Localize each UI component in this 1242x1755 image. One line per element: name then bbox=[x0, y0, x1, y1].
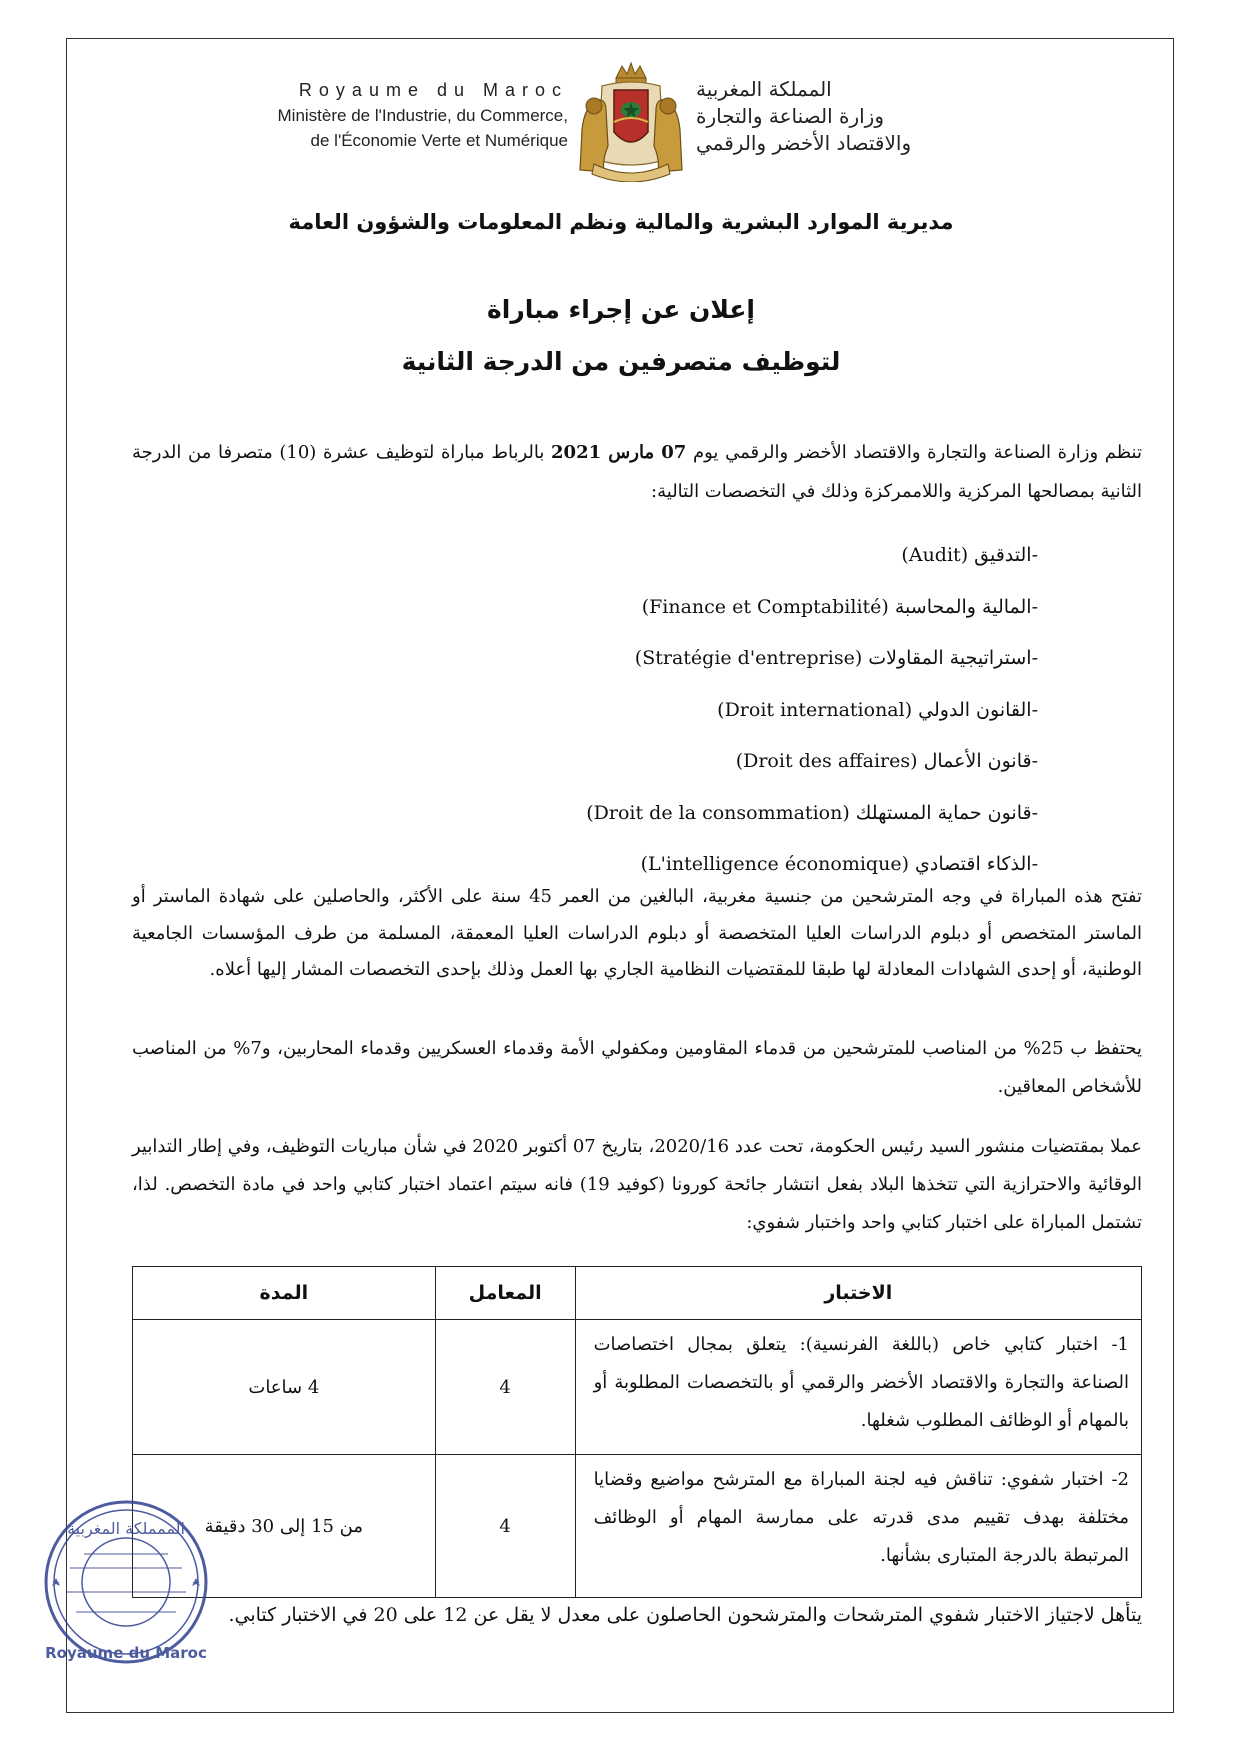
test-description: 2- اختبار شفوي: تناقش فيه لجنة المباراة مع المترشح مواضيع وقضايا مختلفة بهدف تقييم مدى قدرته على ممارسة المهام أو الوظائف المرتبطة بالدرجة المتبارى بشأنها. bbox=[575, 1455, 1141, 1598]
quota-paragraph: يحتفظ ب 25% من المناصب للمترشحين من قدماء المقاومين ومكفولي الأمة وقدماء العسكريين وقدماء المحاربين، و7% من المناصب للأشخاص المعاقين. bbox=[132, 1038, 1142, 1097]
svg-text:الممملكة المغربية: الممملكة المغربية bbox=[67, 1519, 185, 1538]
specialties-list bbox=[500, 535, 1038, 896]
intro-paragraph bbox=[132, 433, 1142, 511]
header-test: الاختبار bbox=[575, 1267, 1141, 1320]
specialty-item: -قانون حماية المستهلك (Droit de la consommation) bbox=[586, 801, 1038, 824]
test-duration: 4 ساعات bbox=[133, 1320, 436, 1455]
test-description: 1- اختبار كتابي خاص (باللغة الفرنسية): يتعلق بمجال اختصاصات الصناعة والتجارة والاقتصاد الأخضر والرقمي أو بالتخصصات المطلوبة أو بالمهام أو الوظائف المطلوب شغلها. bbox=[575, 1320, 1141, 1455]
exam-table bbox=[132, 1266, 1142, 1598]
header-coefficient: المعامل bbox=[435, 1267, 575, 1320]
header-fr-ministry: Ministère de l'Industrie, du Commerce, bbox=[277, 106, 568, 125]
svg-text:Royaume du Maroc: Royaume du Maroc bbox=[45, 1644, 207, 1662]
header-fr-kingdom: Royaume du Maroc bbox=[298, 80, 568, 100]
specialty-item: -القانون الدولي (Droit international) bbox=[717, 698, 1038, 721]
eligibility-paragraph: تفتح هذه المباراة في وجه المترشحين من جنسية مغربية، البالغين من العمر 45 سنة على الأكثر، والحاصلين على شهادة الماستر أو الماستر المتخصص أو دبلوم الدراسات العليا المتخصصة أو دبلوم الدراسات العليا المعمقة، المسلمة من طرف المؤسسات الجامعية الوطنية، أو إحدى الشهادات المعادلة لها طبقا للمقتضيات النظامية الجاري بها العمل وذلك بإحدى التخصصات المشار إليها أعلاه. bbox=[132, 886, 1142, 980]
specialty-item: -المالية والمحاسبة (Finance et Comptabilité) bbox=[641, 595, 1038, 618]
header-ar-ministry: وزارة الصناعة والتجارة bbox=[696, 104, 884, 128]
specialty-item: -التدقيق (Audit) bbox=[901, 544, 1038, 566]
specialty-item: -استراتيجية المقاولات (Stratégie d'entreprise) bbox=[634, 647, 1038, 669]
test-coefficient: 4 bbox=[435, 1455, 575, 1598]
test-duration: من 15 إلى 30 دقيقة bbox=[133, 1455, 436, 1598]
test-coefficient: 4 bbox=[435, 1320, 575, 1455]
royal-coat-of-arms-icon bbox=[572, 60, 690, 182]
specialty-item: -قانون الأعمال (Droit des affaires) bbox=[735, 750, 1038, 772]
header-fr-ministry-2: de l'Économie Verte et Numérique bbox=[310, 131, 568, 150]
oral-qualification-note: يتأهل لاجتياز الاختبار شفوي المترشحات والمترشحون الحاصلون على معدل لا يقل عن 12 على 20 في الاختبار كتابي. bbox=[228, 1604, 1142, 1626]
table-row bbox=[133, 1320, 1142, 1455]
official-stamp-icon bbox=[40, 1494, 212, 1670]
title-line-1: إعلان عن إجراء مباراة bbox=[487, 295, 755, 324]
exam-date: 07 مارس 2021 bbox=[551, 442, 687, 463]
title-line-2: لتوظيف متصرفين من الدرجة الثانية bbox=[401, 347, 841, 376]
directorate-heading: مديرية الموارد البشرية والمالية ونظم المعلومات والشؤون العامة bbox=[288, 210, 954, 234]
header-ar-ministry-2: والاقتصاد الأخضر والرقمي bbox=[696, 131, 912, 155]
covid-paragraph: عملا بمقتضيات منشور السيد رئيس الحكومة، تحت عدد 2020/16، بتاريخ 07 أكتوبر 2020 في شأن مباريات التوظيف، وفي إطار التدابير الوقائية والاحترازية التي تتخذها البلاد بفعل انتشار جائحة كورونا (كوفيد 19) فانه سيتم اعتماد اختبار كتابي واحد في مادة التخصص. لذا، تشتمل المباراة على اختبار كتابي واحد واختبار شفوي: bbox=[132, 1136, 1143, 1233]
specialty-item: -الذكاء اقتصادي (L'intelligence économique) bbox=[640, 853, 1038, 875]
header-french bbox=[250, 78, 568, 153]
header-duration: المدة bbox=[133, 1267, 436, 1320]
table-row bbox=[133, 1455, 1142, 1598]
announcement-title bbox=[200, 284, 1042, 388]
table-header-row bbox=[133, 1267, 1142, 1320]
intro-text-2: بالرباط مباراة لتوظيف عشرة (10) متصرفا من الدرجة الثانية بمصالحها المركزية واللاممركزة وذلك في التخصصات التالية: bbox=[132, 442, 1142, 502]
intro-text-1: تنظم وزارة الصناعة والتجارة والاقتصاد الأخضر والرقمي يوم bbox=[686, 442, 1142, 463]
header-arabic bbox=[696, 76, 996, 157]
header-ar-kingdom: المملكة المغربية bbox=[696, 77, 832, 101]
